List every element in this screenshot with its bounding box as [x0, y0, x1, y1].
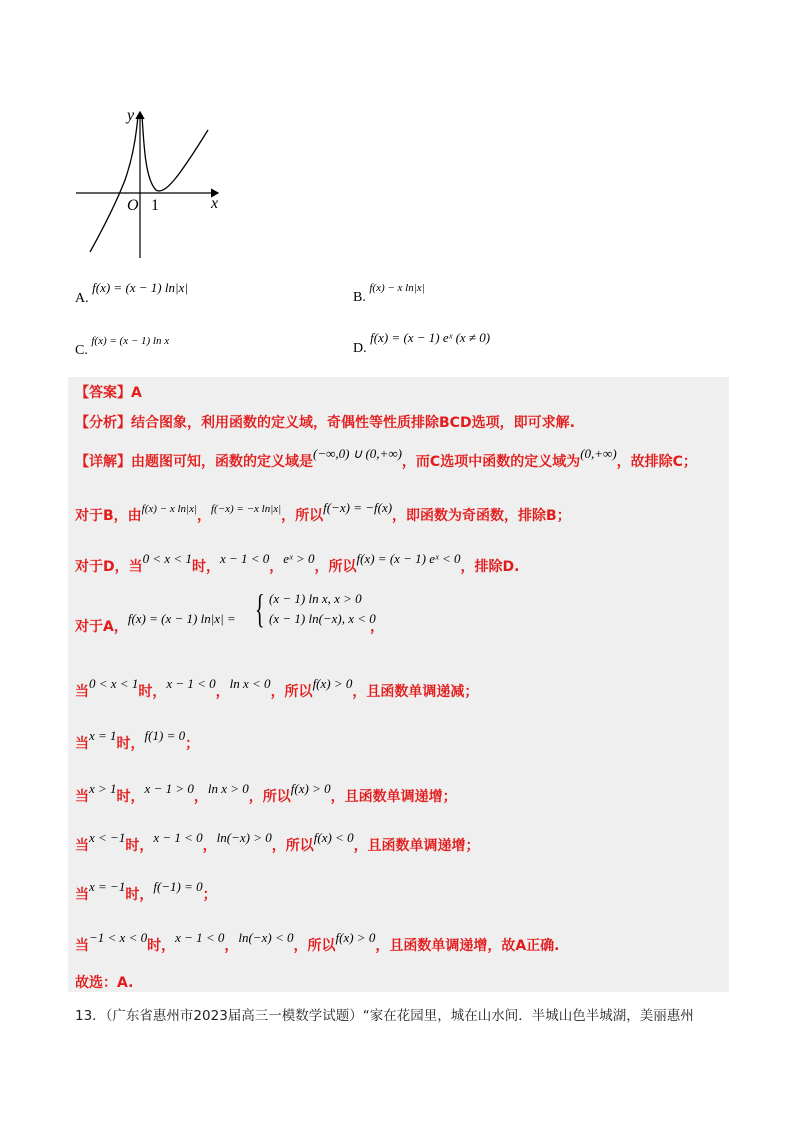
- case-4-text-5: ，且函数单调递增；: [353, 838, 480, 854]
- d-math-4: f(x) = (x − 1) eˣ < 0: [356, 551, 461, 566]
- option-b-expr: f(x) − x ln|x|: [369, 282, 425, 294]
- case-3-text-3: ，: [193, 789, 208, 805]
- detail-text-3: ，故排除C；: [616, 454, 697, 470]
- case-1-text-5: ，且函数单调递减；: [352, 684, 479, 700]
- case-3-text-2: 时，: [116, 789, 145, 805]
- case-1-math-3: ln x < 0: [229, 676, 271, 691]
- detail-text-2: ，而C选项中函数的定义域为: [401, 454, 581, 470]
- case-2-text-2: 时，: [116, 736, 145, 752]
- case-4-text-3: ，: [202, 838, 217, 854]
- analysis-text: 【分析】结合图象，利用函数的定义域，奇偶性等性质排除BCD选项，即可求解.: [75, 415, 575, 431]
- b-math-3: f(−x) = −f(x): [323, 500, 393, 515]
- case-3-text-4: ，所以: [248, 789, 291, 805]
- graph-svg: [70, 100, 230, 260]
- case-1-text-3: ，: [215, 684, 230, 700]
- y-axis-label: y: [127, 107, 135, 124]
- option-c-letter: C.: [75, 343, 88, 358]
- d-math-2: x − 1 < 0: [219, 551, 270, 566]
- case-1-text-2: 时，: [138, 684, 167, 700]
- case-1-math-1: 0 < x < 1: [89, 676, 139, 691]
- origin-label: O: [127, 197, 139, 214]
- b-text-1: 对于B，由: [75, 508, 142, 524]
- case-6-math-2: x − 1 < 0: [175, 930, 225, 945]
- case-6-text-2: 时，: [147, 938, 176, 954]
- case-4-text-4: ，所以: [271, 838, 314, 854]
- case-4-math-4: f(x) < 0: [313, 830, 354, 845]
- case-2-math-1: x = 1: [89, 728, 117, 743]
- case-3-text-1: 当: [75, 789, 89, 805]
- b-math-2: f(−x) = −x ln|x|: [210, 503, 282, 515]
- answer-text: 【答案】A: [75, 385, 142, 401]
- case-3-line: [75, 781, 457, 806]
- case-5-text-1: 当: [75, 887, 89, 903]
- answer-line: [75, 382, 142, 402]
- curve-right: [142, 115, 208, 191]
- case-6-text-3: ，: [224, 938, 239, 954]
- function-graph: [70, 100, 230, 260]
- case-6-text-1: 当: [75, 938, 89, 954]
- case-4-math-1: x < −1: [89, 830, 126, 845]
- option-d: [353, 330, 491, 356]
- case-4-text-2: 时，: [125, 838, 154, 854]
- option-d-letter: D.: [353, 341, 367, 356]
- case-1-line: [75, 676, 479, 701]
- case-6-line: [75, 930, 560, 955]
- a-line-end: [370, 616, 384, 636]
- option-c: [75, 333, 170, 358]
- tick-1-label: 1: [151, 197, 159, 214]
- x-axis-label: x: [211, 195, 219, 212]
- option-b-letter: B.: [353, 290, 366, 305]
- case-5-text-2: 时，: [125, 887, 154, 903]
- analysis-line: [75, 412, 575, 432]
- b-math-1: f(x) − x ln|x|: [141, 503, 197, 515]
- case-3-text-5: ，且函数单调递增；: [330, 789, 457, 805]
- question-13: 13．（广东省惠州市2023届高三一模数学试题）“家在花园里，城在山水间．半城山色半城湖，美丽惠州: [75, 1008, 694, 1024]
- case-2-text-3: ；: [185, 736, 200, 752]
- case-3-math-4: f(x) > 0: [290, 781, 331, 796]
- option-a-letter: A.: [75, 291, 89, 306]
- d-text-2: 时，: [191, 559, 220, 575]
- case-4-text-1: 当: [75, 838, 89, 854]
- d-text-4: ，所以: [314, 559, 357, 575]
- option-c-expr: f(x) = (x − 1) ln x: [91, 335, 170, 347]
- detail-line: [75, 446, 697, 471]
- option-b: [353, 280, 425, 305]
- case-6-math-3: ln(−x) < 0: [238, 930, 294, 945]
- option-a-expr: f(x) = (x − 1) ln|x|: [92, 280, 188, 295]
- case-2-math-2: f(1) = 0: [144, 728, 186, 743]
- d-text-3: ，: [269, 559, 284, 575]
- option-a: [75, 280, 188, 306]
- brace-glyph: {: [255, 586, 265, 631]
- case-2-text-1: 当: [75, 736, 89, 752]
- case-5-math-2: f(−1) = 0: [153, 879, 203, 894]
- case-5-line: [75, 879, 217, 904]
- choice-text: 故选：A.: [75, 975, 134, 991]
- b-text-2: ，: [196, 508, 211, 524]
- case-1-text-4: ，所以: [270, 684, 313, 700]
- case-6-text-5: ，且函数单调递增，故A正确.: [375, 938, 560, 954]
- d-math-1: 0 < x < 1: [142, 551, 192, 566]
- detail-text-1: 【详解】由题图可知，函数的定义域是: [75, 454, 313, 470]
- case-2-line: [75, 728, 200, 753]
- piecewise-row-2: (x − 1) ln(−x), x < 0: [269, 611, 376, 626]
- d-line: [75, 551, 520, 576]
- piecewise-row-1: (x − 1) ln x, x > 0: [269, 591, 362, 606]
- case-6-math-4: f(x) > 0: [335, 930, 376, 945]
- b-text-4: ，即函数为奇函数，排除B；: [392, 508, 571, 524]
- case-5-text-3: ；: [202, 887, 217, 903]
- curve-left: [90, 115, 138, 252]
- detail-math-1: (−∞,0) ∪ (0,+∞): [313, 446, 402, 461]
- d-text-5: ，排除D.: [460, 559, 520, 575]
- a-text-2: ，: [370, 619, 384, 635]
- option-d-expr: f(x) = (x − 1) eˣ (x ≠ 0): [370, 330, 491, 345]
- case-3-math-3: ln x > 0: [207, 781, 249, 796]
- b-text-3: ，所以: [281, 508, 324, 524]
- case-4-line: [75, 830, 480, 855]
- detail-math-2: (0,+∞): [580, 446, 617, 461]
- case-1-text-1: 当: [75, 684, 89, 700]
- a-line: [75, 611, 236, 636]
- case-6-text-4: ，所以: [293, 938, 336, 954]
- case-3-math-1: x > 1: [89, 781, 117, 796]
- d-math-3: eˣ > 0: [283, 551, 315, 566]
- case-4-math-2: x − 1 < 0: [153, 830, 203, 845]
- b-line: [75, 500, 571, 525]
- case-1-math-4: f(x) > 0: [312, 676, 353, 691]
- d-text-1: 对于D，当: [75, 559, 143, 575]
- a-math-1: f(x) = (x − 1) ln|x| =: [127, 611, 236, 626]
- choice-line: [75, 972, 133, 992]
- a-text-1: 对于A，: [75, 619, 128, 635]
- case-4-math-3: ln(−x) > 0: [216, 830, 272, 845]
- case-3-math-2: x − 1 > 0: [144, 781, 194, 796]
- case-6-math-1: −1 < x < 0: [89, 930, 148, 945]
- case-5-math-1: x = −1: [89, 879, 126, 894]
- case-1-math-2: x − 1 < 0: [166, 676, 216, 691]
